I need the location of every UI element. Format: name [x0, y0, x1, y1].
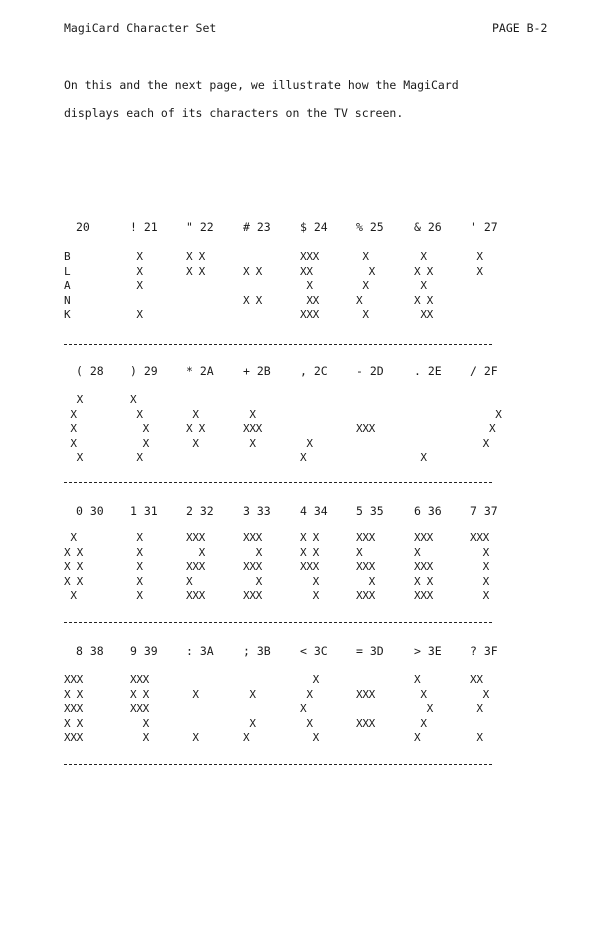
glyph-pixel-row: X: [356, 264, 375, 278]
intro-line-1: On this and the next page, we illustrate how the MagiCard: [64, 78, 459, 92]
glyph-pixel-row: X: [64, 531, 77, 544]
glyph-pixel-row: X: [130, 407, 143, 421]
char-code-label: ) 29: [130, 364, 158, 378]
char-code-label: > 3E: [414, 644, 442, 658]
glyph-pixel-row: X: [130, 716, 149, 730]
glyph-pixel-row: X X: [186, 264, 205, 278]
glyph-pixel-row: N: [64, 293, 71, 307]
char-code-label: ! 21: [130, 220, 158, 234]
glyph-pixel-row: X: [243, 716, 256, 730]
glyph-pixel-row: X: [64, 451, 83, 464]
glyph-pixel-row: X X: [186, 250, 205, 263]
char-code-label: 5 35: [356, 504, 384, 518]
glyph-pixel-row: X: [414, 673, 421, 686]
glyph-pixel-row: X: [414, 250, 427, 263]
glyph-pixel-row: X X: [64, 716, 83, 730]
glyph-pixel-row: X X: [186, 422, 205, 435]
glyph-pixel-row: XXX: [414, 560, 433, 573]
char-code-label: # 23: [243, 220, 271, 234]
glyph-pixel-row: XX: [300, 293, 319, 307]
glyph-pixel-row: XXX: [130, 673, 149, 686]
glyph-pixel-row: X: [356, 293, 363, 307]
glyph-pixel-row: X: [470, 574, 489, 588]
glyph-pixel-row: X: [470, 250, 483, 263]
glyph-pixel-row: XXX: [414, 531, 433, 544]
char-code-label: " 22: [186, 220, 214, 234]
glyph-pixel-row: X: [186, 687, 199, 701]
glyph-pixel-row: X: [186, 545, 205, 559]
glyph-pixel-row: XX: [414, 308, 433, 321]
char-code-label: ? 3F: [470, 644, 498, 658]
glyph-pixel-row: X: [470, 436, 489, 450]
glyph-pixel-row: X: [130, 731, 149, 744]
glyph-pixel-row: XXX: [356, 687, 375, 701]
glyph-pixel-row: XXX: [300, 308, 319, 321]
glyph-pixel-row: X: [243, 436, 256, 450]
glyph-pixel-row: X: [356, 545, 363, 559]
glyph-pixel-row: X X: [64, 687, 83, 701]
glyph-pixel-row: X: [130, 308, 143, 321]
glyph-pixel-row: X: [470, 407, 502, 421]
glyph-pixel-row: X X: [64, 545, 83, 559]
glyph-pixel-row: X: [356, 308, 369, 321]
glyph-pixel-row: XXX: [186, 531, 205, 544]
page-header-title: MagiCard Character Set: [64, 21, 217, 35]
glyph-pixel-row: X: [414, 687, 427, 701]
char-code-label: 9 39: [130, 644, 158, 658]
glyph-pixel-row: X: [300, 716, 313, 730]
glyph-pixel-row: X: [470, 687, 489, 701]
glyph-pixel-row: XXX: [356, 560, 375, 573]
glyph-pixel-row: X: [130, 422, 149, 435]
char-code-label: 20: [76, 220, 90, 234]
glyph-pixel-row: X: [243, 407, 256, 421]
glyph-pixel-row: X: [130, 264, 143, 278]
section-divider: [64, 764, 492, 765]
glyph-pixel-row: X: [470, 422, 496, 435]
glyph-pixel-row: X: [470, 731, 483, 744]
glyph-pixel-row: XXX: [356, 589, 375, 602]
glyph-pixel-row: X: [130, 531, 143, 544]
char-code-label: ( 28: [76, 364, 104, 378]
glyph-pixel-row: X: [356, 250, 369, 263]
glyph-pixel-row: XXX: [243, 560, 262, 573]
page-number: PAGE B-2: [492, 21, 548, 35]
glyph-pixel-row: X: [186, 731, 199, 744]
glyph-pixel-row: X: [300, 279, 313, 292]
char-code-label: 3 33: [243, 504, 271, 518]
glyph-pixel-row: X: [300, 702, 307, 715]
char-code-label: / 2F: [470, 364, 498, 378]
glyph-pixel-row: X: [470, 545, 489, 559]
glyph-pixel-row: X: [356, 574, 375, 588]
section-divider: [64, 344, 492, 345]
glyph-pixel-row: K: [64, 308, 71, 321]
glyph-pixel-row: X: [414, 731, 421, 744]
glyph-pixel-row: XXX: [300, 250, 319, 263]
glyph-pixel-row: X X: [130, 687, 149, 701]
char-code-label: - 2D: [356, 364, 384, 378]
glyph-pixel-row: XXX: [186, 589, 205, 602]
section-divider: [64, 622, 492, 623]
glyph-pixel-row: X X: [414, 264, 433, 278]
char-code-label: : 3A: [186, 644, 214, 658]
char-code-label: 0 30: [76, 504, 104, 518]
glyph-pixel-row: X: [243, 574, 262, 588]
glyph-pixel-row: X: [130, 589, 143, 602]
char-code-label: 6 36: [414, 504, 442, 518]
char-code-label: 1 31: [130, 504, 158, 518]
glyph-pixel-row: X X: [64, 574, 83, 588]
glyph-pixel-row: X: [130, 574, 143, 588]
glyph-pixel-row: X: [186, 436, 199, 450]
glyph-pixel-row: X: [64, 407, 77, 421]
glyph-pixel-row: X: [130, 393, 137, 406]
glyph-pixel-row: X: [470, 264, 483, 278]
glyph-pixel-row: XXX: [64, 702, 83, 715]
glyph-pixel-row: X X: [64, 560, 83, 573]
char-code-label: = 3D: [356, 644, 384, 658]
glyph-pixel-row: XXX: [414, 589, 433, 602]
glyph-pixel-row: X: [64, 589, 77, 602]
glyph-pixel-row: X X: [243, 264, 262, 278]
glyph-pixel-row: XXX: [356, 531, 375, 544]
char-code-label: . 2E: [414, 364, 442, 378]
glyph-pixel-row: L: [64, 264, 71, 278]
glyph-pixel-row: X: [130, 250, 143, 263]
char-code-label: 4 34: [300, 504, 328, 518]
char-code-label: $ 24: [300, 220, 328, 234]
glyph-pixel-row: X: [470, 702, 483, 715]
glyph-pixel-row: X: [130, 560, 143, 573]
glyph-pixel-row: X: [130, 545, 143, 559]
glyph-pixel-row: X: [300, 673, 319, 686]
glyph-pixel-row: X: [243, 731, 250, 744]
glyph-pixel-row: XXX: [300, 560, 319, 573]
glyph-pixel-row: XX: [300, 264, 313, 278]
glyph-pixel-row: X X: [414, 293, 433, 307]
section-divider: [64, 482, 492, 483]
glyph-pixel-row: XXX: [356, 422, 375, 435]
glyph-pixel-row: X: [470, 560, 489, 573]
glyph-pixel-row: XXX: [356, 716, 375, 730]
char-code-label: 8 38: [76, 644, 104, 658]
glyph-pixel-row: XXX: [243, 531, 262, 544]
glyph-pixel-row: X: [470, 589, 489, 602]
char-code-label: % 25: [356, 220, 384, 234]
glyph-pixel-row: XXX: [243, 422, 262, 435]
glyph-pixel-row: X X: [243, 293, 262, 307]
glyph-pixel-row: X: [64, 422, 77, 435]
glyph-pixel-row: XXX: [64, 673, 83, 686]
glyph-pixel-row: X X: [300, 545, 319, 559]
char-code-label: ' 27: [470, 220, 498, 234]
glyph-pixel-row: X: [64, 393, 83, 406]
glyph-pixel-row: A: [64, 279, 71, 292]
glyph-pixel-row: XXX: [64, 731, 83, 744]
char-code-label: + 2B: [243, 364, 271, 378]
glyph-pixel-row: X: [130, 451, 143, 464]
glyph-pixel-row: XXX: [243, 589, 262, 602]
glyph-pixel-row: XX: [470, 673, 483, 686]
glyph-pixel-row: X: [414, 716, 427, 730]
glyph-pixel-row: X: [186, 407, 199, 421]
glyph-pixel-row: B: [64, 250, 71, 263]
char-code-label: , 2C: [300, 364, 328, 378]
glyph-pixel-row: X: [130, 279, 143, 292]
glyph-pixel-row: X: [130, 436, 149, 450]
glyph-pixel-row: XXX: [130, 702, 149, 715]
char-code-label: 2 32: [186, 504, 214, 518]
glyph-pixel-row: X: [414, 279, 427, 292]
glyph-pixel-row: X: [300, 574, 319, 588]
glyph-pixel-row: X: [356, 279, 369, 292]
glyph-pixel-row: X: [300, 731, 319, 744]
glyph-pixel-row: X: [300, 687, 313, 701]
glyph-pixel-row: X X: [300, 531, 319, 544]
char-code-label: & 26: [414, 220, 442, 234]
glyph-pixel-row: X: [186, 574, 193, 588]
glyph-pixel-row: X X: [414, 574, 433, 588]
char-code-label: ; 3B: [243, 644, 271, 658]
glyph-pixel-row: X: [300, 451, 307, 464]
glyph-pixel-row: X: [414, 545, 421, 559]
glyph-pixel-row: X: [64, 436, 77, 450]
glyph-pixel-row: X: [243, 545, 262, 559]
glyph-pixel-row: X: [300, 589, 319, 602]
char-code-label: * 2A: [186, 364, 214, 378]
glyph-pixel-row: X: [300, 436, 313, 450]
glyph-pixel-row: XXX: [470, 531, 489, 544]
glyph-pixel-row: X: [414, 702, 433, 715]
glyph-pixel-row: XXX: [186, 560, 205, 573]
char-code-label: < 3C: [300, 644, 328, 658]
glyph-pixel-row: X: [414, 451, 427, 464]
glyph-pixel-row: X: [243, 687, 256, 701]
char-code-label: 7 37: [470, 504, 498, 518]
intro-line-2: displays each of its characters on the TV screen.: [64, 106, 404, 120]
